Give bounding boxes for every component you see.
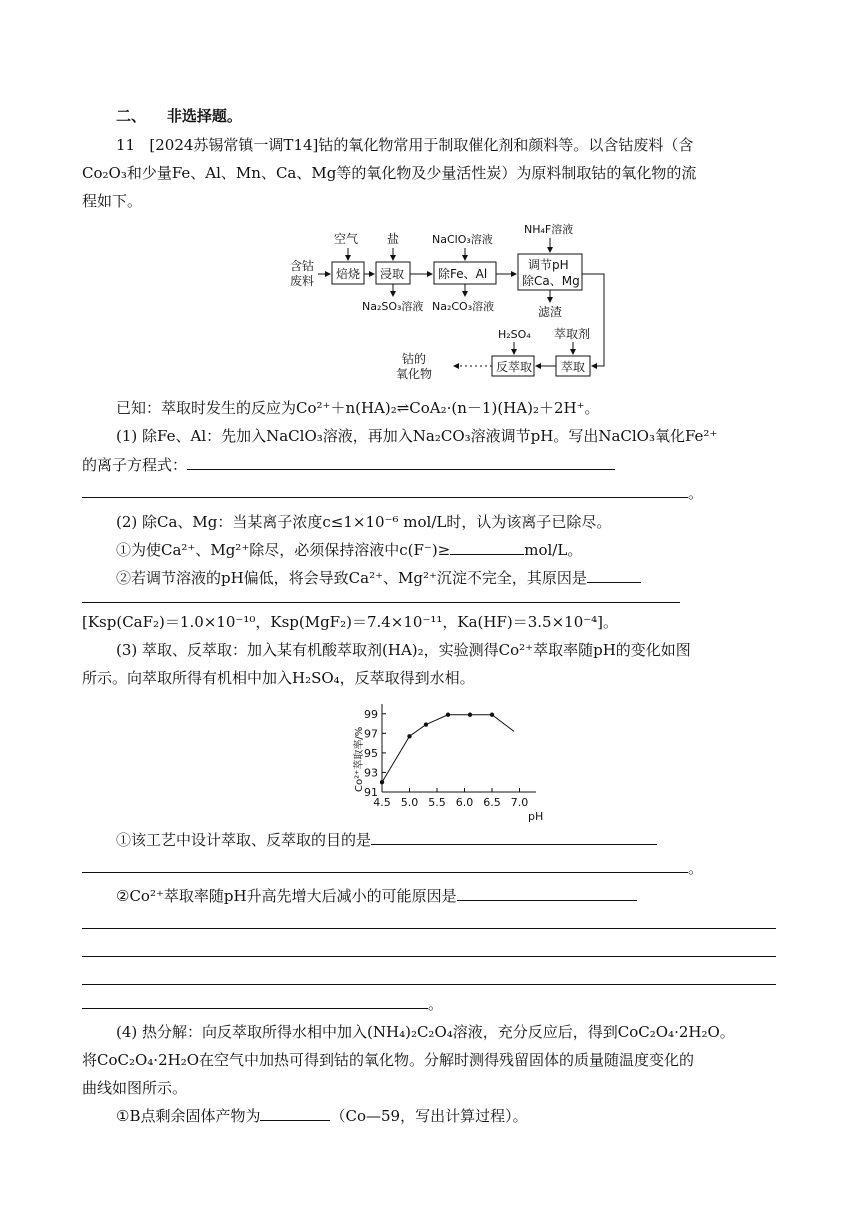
naclo3-label: NaClO₃溶液 (432, 233, 493, 246)
leach-label: 浸取 (380, 267, 405, 281)
section-heading (116, 106, 242, 126)
part3-q2-answer-line-4 (82, 994, 443, 1014)
question-intro-text-1: 钴的氧化物常用于制取催化剂和颜料等。以含钴废料（含 (318, 136, 694, 154)
part1-answer-blank-2[interactable] (82, 483, 688, 498)
part2-q2-text: ②若调节溶液的pH偏低，将会导致Ca²⁺、Mg²⁺沉淀不完全，其原因是 (116, 569, 587, 587)
na2so3-label: Na₂SO₃溶液 (362, 300, 424, 313)
question-intro-line-2: Co₂O₃和少量Fe、Al、Mn、Ca、Mg等的氧化物及少量活性炭）为原料制取钴的氧化物的流 (82, 164, 697, 182)
x-tick-label: 6.0 (455, 796, 474, 809)
y-tick-label: 97 (364, 727, 378, 741)
question-intro-line-3: 程如下。 (82, 192, 143, 210)
product-label-2: 氧化物 (396, 367, 433, 381)
part4-q1-suffix: （Co—59，写出计算过程）。 (330, 1107, 528, 1125)
question-intro-line-1 (116, 135, 693, 155)
acid-label: 盐 (387, 232, 400, 246)
part1-prompt: 的离子方程式： (82, 456, 188, 474)
part3-q1-answer-blank-2[interactable] (82, 858, 688, 873)
part3-q2-answer-line-2[interactable] (82, 956, 776, 957)
known-reaction: 已知：萃取时发生的反应为Co²⁺＋n(HA)₂⇌CoA₂·(n－1)(HA)₂＋2H⁺。 (116, 399, 600, 417)
data-point (468, 713, 472, 717)
part4-question-1 (116, 1106, 528, 1126)
adjust-ph-label-1: 调节pH (528, 258, 569, 272)
air-label: 空气 (334, 232, 359, 246)
part2-q2-answer-blank[interactable] (587, 568, 641, 583)
part3-question-1 (116, 830, 657, 850)
part3-line-1: (3) 萃取、反萃取：加入某有机酸萃取剂(HA)₂，实验测得Co²⁺萃取率随pH的变化如图 (116, 641, 691, 659)
part3-q1-text: ①该工艺中设计萃取、反萃取的目的是 (116, 831, 372, 849)
part2-q1-unit: mol/L。 (524, 541, 583, 559)
data-point (446, 713, 450, 717)
x-tick-label: 4.5 (373, 796, 391, 809)
part1-answer-blank[interactable] (187, 455, 615, 470)
extract-label: 萃取 (561, 360, 586, 374)
part1-period: 。 (688, 484, 704, 502)
part2-constants: [Ksp(CaF₂)＝1.0×10⁻¹⁰，Ksp(MgF₂)＝7.4×10⁻¹¹，Ka(HF)＝3.5×10⁻⁴]。 (82, 613, 619, 631)
part3-line-2: 所示。向萃取所得有机相中加入H₂SO₄，反萃取得到水相。 (82, 669, 475, 687)
process-flowchart (270, 218, 630, 386)
feed-label-1: 含钴 (290, 259, 315, 273)
part1-answer-line (82, 483, 703, 503)
part1-line-2 (82, 455, 615, 475)
part4-line-2: 将CoC₂O₄·2H₂O在空气中加热可得到钴的氧化物。分解时测得残留固体的质量随温度变化的 (82, 1051, 695, 1069)
data-point (490, 713, 494, 717)
extraction-rate-line (382, 715, 514, 782)
data-point (407, 734, 411, 738)
x-tick-label: 5.5 (428, 796, 446, 809)
data-point (380, 780, 384, 784)
part2-q1-text: ①为使Ca²⁺、Mg²⁺除尽，必须保持溶液中c(F⁻)≥ (116, 541, 451, 559)
y-tick-label: 95 (364, 746, 378, 760)
x-axis-label: pH (528, 810, 544, 823)
h2so4-label: H₂SO₄ (498, 328, 531, 341)
section-number: 二、 (116, 107, 147, 125)
part3-q2-text: ②Co²⁺萃取率随pH升高先增大后减小的可能原因是 (116, 887, 457, 905)
part3-q1-answer-line (82, 858, 703, 878)
data-point (424, 722, 428, 726)
part3-q2-answer-line-1[interactable] (82, 928, 776, 929)
y-axis-label: Co²⁺萃取率/% (354, 726, 365, 792)
na2co3-label: Na₂CO₃溶液 (432, 300, 495, 313)
x-tick-label: 7.0 (510, 796, 529, 809)
part2-line-1: (2) 除Ca、Mg：当某离子浓度c≤1×10⁻⁶ mol/L时，认为该离子已除尽。 (116, 513, 612, 531)
part4-line-3: 曲线如图所示。 (82, 1079, 188, 1097)
part2-q1-answer-blank[interactable] (450, 540, 524, 555)
y-tick-label: 93 (364, 766, 378, 780)
y-tick-label: 99 (364, 707, 378, 721)
part3-question-2 (116, 886, 637, 906)
nh4f-label: NH₄F溶液 (524, 223, 574, 236)
part4-q1-text: ①B点剩余固体产物为 (116, 1107, 261, 1125)
question-source: [2024苏锡常镇一调T14] (149, 136, 319, 154)
x-tick-label: 5.0 (400, 796, 419, 809)
residue-label: 滤渣 (538, 305, 563, 319)
product-label-1: 钴的 (402, 352, 427, 366)
part3-q1-answer-blank[interactable] (371, 830, 657, 845)
feed-label-2: 废料 (290, 274, 315, 288)
x-tick-label: 6.5 (483, 796, 501, 809)
part3-q2-period: 。 (428, 995, 444, 1013)
section-title: 非选择题。 (166, 107, 242, 125)
y-tick-label: 91 (364, 786, 378, 799)
question-number: 11 (116, 136, 136, 154)
part4-line-1: (4) 热分解：向反萃取所得水相中加入(NH₄)₂C₂O₄溶液，充分反应后，得到CoC₂O₄·2H₂O。 (116, 1023, 735, 1041)
part3-q2-answer-blank-4[interactable] (82, 994, 428, 1009)
part3-q1-period: 。 (688, 859, 704, 877)
part3-q2-answer-blank[interactable] (457, 886, 637, 901)
extraction-rate-chart (340, 700, 550, 825)
part2-question-1 (116, 540, 582, 560)
part1-line-1: (1) 除Fe、Al：先加入NaClO₃溶液，再加入Na₂CO₃溶液调节pH。写出NaClO₃氧化Fe²⁺ (116, 427, 718, 445)
extractant-label: 萃取剂 (554, 327, 591, 341)
back-extract-label: 反萃取 (496, 360, 533, 374)
part2-question-2 (116, 568, 641, 588)
roast-label: 焙烧 (336, 267, 361, 281)
part2-q2-answer-line[interactable] (82, 602, 680, 603)
adjust-ph-label-2: 除Ca、Mg (522, 274, 580, 288)
remove-fe-al-label: 除Fe、Al (438, 267, 488, 281)
part4-q1-answer-blank[interactable] (260, 1106, 330, 1121)
part3-q2-answer-line-3[interactable] (82, 984, 776, 985)
